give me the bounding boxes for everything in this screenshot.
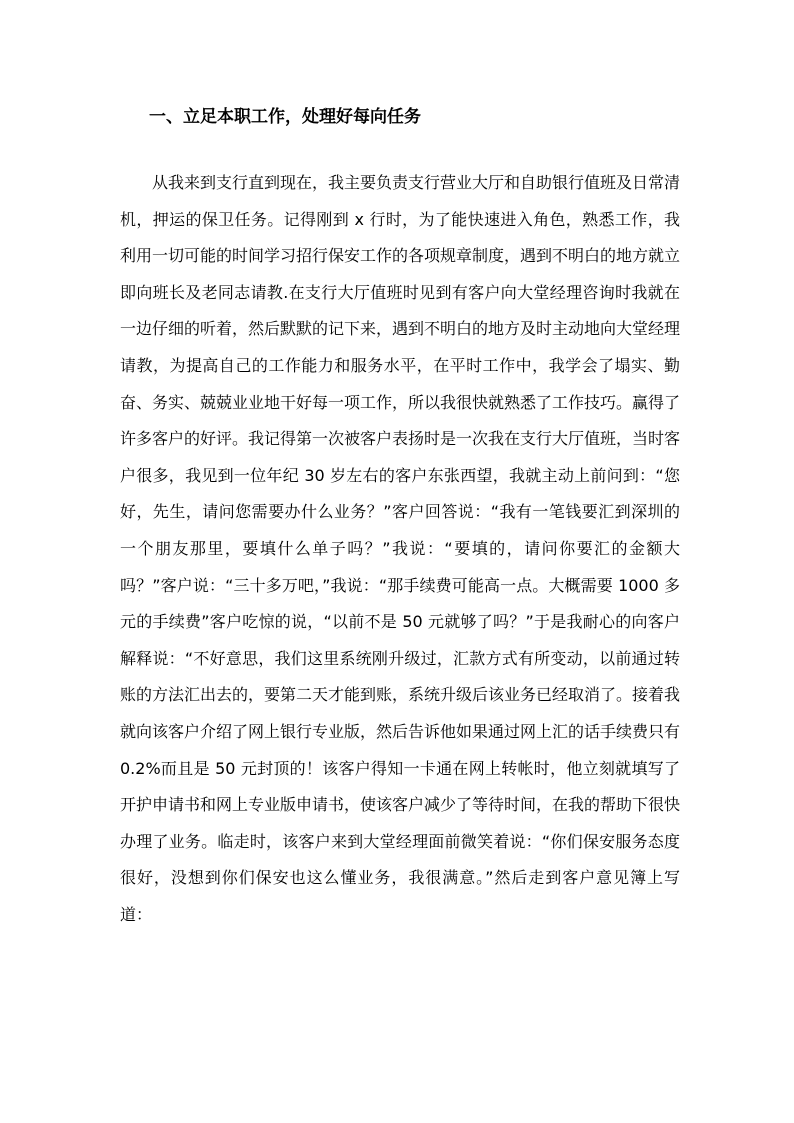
section-heading: 一、立足本职工作，处理好每向任务 (149, 107, 421, 127)
body-paragraph: 从我来到支行直到现在，我主要负责支行营业大厅和自助银行值班及日常清机，押运的保卫任务。记得刚到 x 行时，为了能快速进入角色，熟悉工作，我利用一切可能的时间学习招行保安工作的各项规章制度，遇到不明白的地方就立即向班长及老同志请教.在支行大厅值班时见到有客户向大堂经理咨询时我就在一边仔细的听着，然后默默的记下来，遇到不明白的地方及时主动地向大堂经理请教，为提高自己的工作能力和服务水平，在平时工作中，我学会了塌实、勤奋、务实、兢兢业业地干好每一项工作，所以我很快就熟悉了工作技巧。赢得了许多客户的好评。我记得第一次被客户表扬时是一次我在支行大厅值班，当时客户很多，我见到一位年纪 30 岁左右的客户东张西望，我就主动上前问到：“您好，先生，请问您需要办什么业务？”客户回答说：“我有一笔钱要汇到深圳的一个朋友那里，要填什么单子吗？”我说：“要填的，请问你要汇的金额大吗？”客户说：“三十多万吧，”我说：“那手续费可能高一点。大概需要 1000 多元的手续费”客户吃惊的说，“以前不是 50 元就够了吗？”于是我耐心的向客户解释说：“不好意思，我们这里系统刚升级过，汇款方式有所变动，以前通过转账的方法汇出去的，要第二天才能到账，系统升级后该业务已经取消了。接着我就向该客户介绍了网上银行专业版，然后告诉他如果通过网上汇的话手续费只有0.2%而且是 50 元封顶的！该客户得知一卡通在网上转帐时，他立刻就填写了开护申请书和网上专业版申请书，使该客户减少了等待时间，在我的帮助下很快办理了业务。临走时，该客户来到大堂经理面前微笑着说：“你们保安服务态度很好，没想到你们保安也这么懂业务，我很满意。”然后走到客户意见簿上写道： (120, 173, 681, 924)
